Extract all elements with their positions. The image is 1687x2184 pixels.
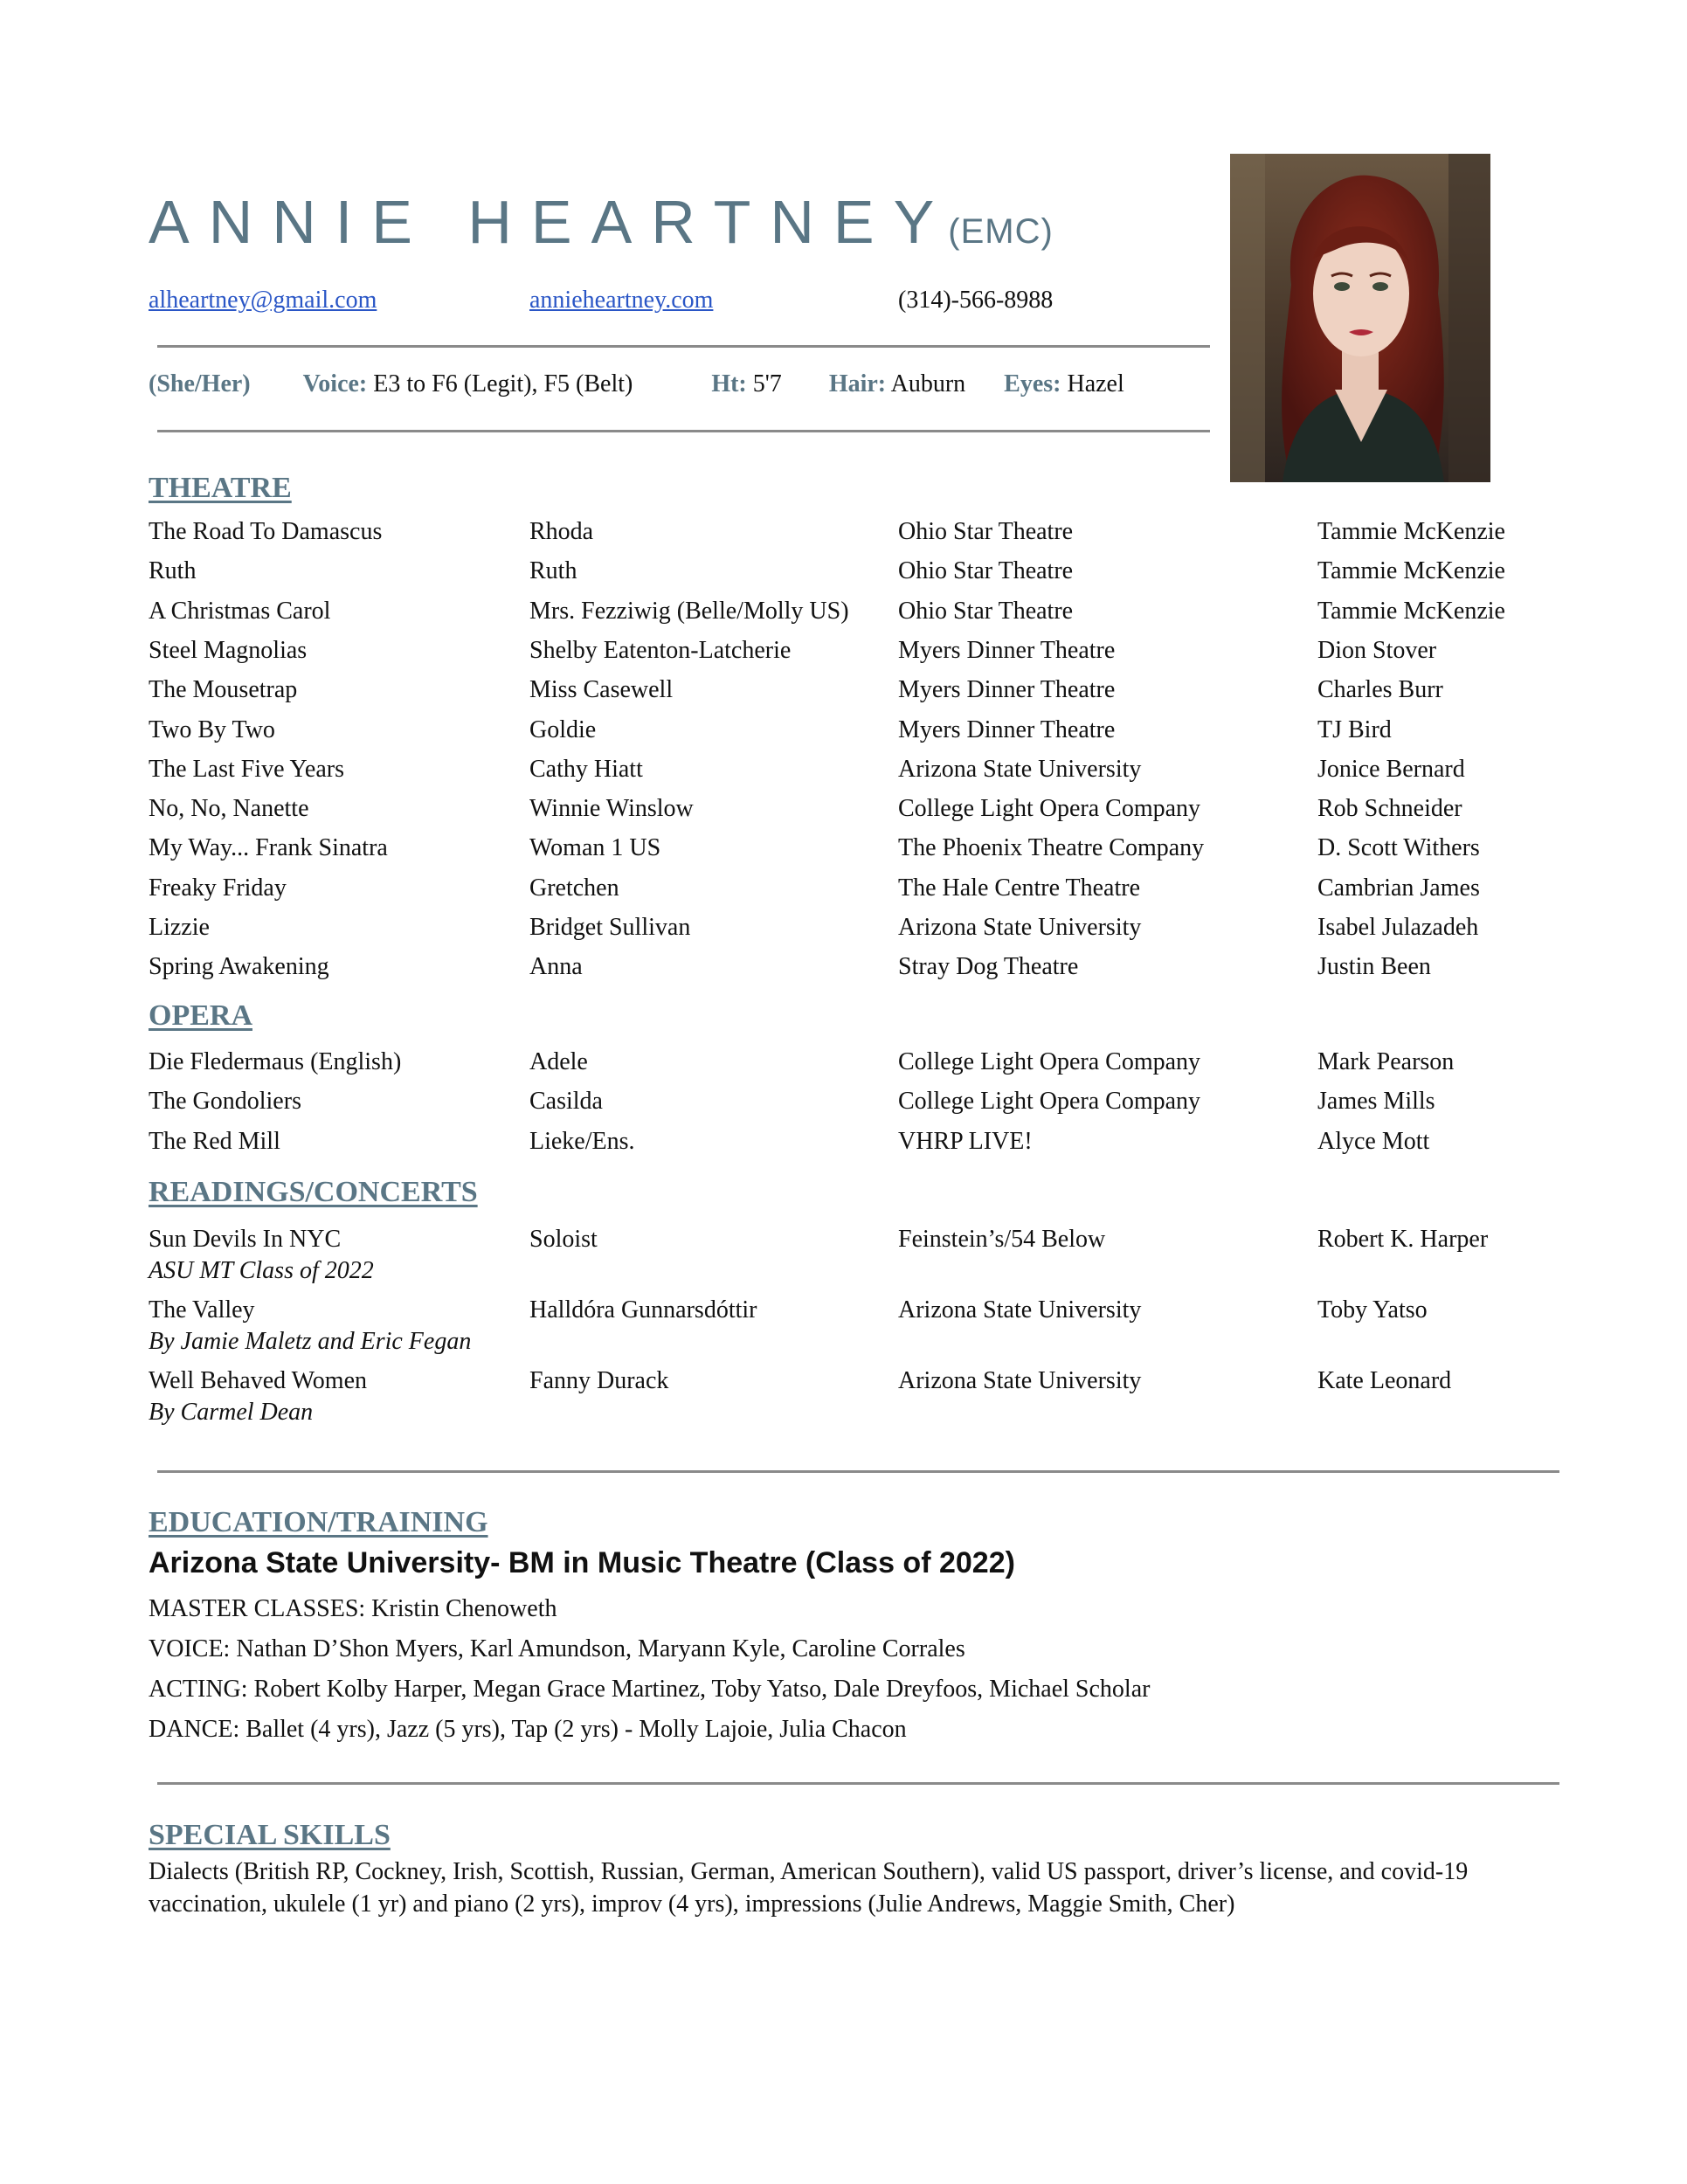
credit-title: A Christmas Carol (149, 597, 331, 625)
credit-role: Mrs. Fezziwig (Belle/Molly US) (529, 597, 849, 625)
credit-row (0, 676, 1687, 711)
credit-director: Charles Burr (1317, 676, 1443, 704)
credit-subtitle: By Jamie Maletz and Eric Fegan (149, 1328, 472, 1355)
credit-director: James Mills (1317, 1088, 1435, 1116)
credit-title: Spring Awakening (149, 953, 329, 981)
credit-director: TJ Bird (1317, 715, 1392, 743)
training-master-classes: MASTER CLASSES: Kristin Chenoweth (149, 1595, 557, 1622)
credit-row (0, 1296, 1687, 1365)
credit-subtitle: By Carmel Dean (149, 1399, 314, 1426)
section-divider-education (157, 1470, 1559, 1473)
email-link[interactable]: alheartney@gmail.com (149, 287, 377, 314)
section-divider-skills (157, 1782, 1559, 1785)
credit-role: Rhoda (529, 518, 594, 545)
credit-role: Bridget Sullivan (529, 914, 691, 941)
union-status: (EMC) (948, 212, 1054, 251)
credit-role: Lieke/Ens. (529, 1127, 635, 1155)
section-heading-education: EDUCATION/TRAINING (149, 1506, 488, 1538)
section-heading-theatre: THEATRE (149, 472, 292, 504)
training-dance: DANCE: Ballet (4 yrs), Jazz (5 yrs), Tap (2 yrs) - Molly Lajoie, Julia Chacon (149, 1716, 907, 1743)
credit-title: Two By Two (149, 715, 275, 743)
credit-role: Cathy Hiatt (529, 755, 643, 783)
credit-venue: Myers Dinner Theatre (898, 636, 1116, 664)
credit-title: The Valley (149, 1296, 255, 1324)
credit-title: The Last Five Years (149, 755, 344, 783)
credit-director: Robert K. Harper (1317, 1226, 1489, 1253)
special-skills-text: Dialects (British RP, Cockney, Irish, Scottish, Russian, German, American Southern), valid US passport, driver’s license, and covid-19 vaccination, ukulele (1 yr) and piano (2 yrs), improv (4 yrs), impressions (Julie Andrews, Maggie Smith, Cher) (149, 1858, 1469, 1918)
credit-role: Goldie (529, 715, 597, 743)
credit-director: Tammie McKenzie (1317, 597, 1505, 625)
credit-row (0, 557, 1687, 592)
credit-director: Rob Schneider (1317, 795, 1462, 823)
height-label: Ht: (711, 370, 747, 397)
credit-row (0, 1128, 1687, 1163)
credit-role: Ruth (529, 557, 577, 585)
credit-title: Well Behaved Women (149, 1367, 368, 1394)
credit-venue: Feinstein’s/54 Below (898, 1226, 1106, 1253)
credit-role: Soloist (529, 1226, 598, 1253)
hair-label: Hair: (828, 370, 887, 397)
credit-director: Tammie McKenzie (1317, 557, 1505, 585)
credit-venue: Arizona State University (898, 914, 1142, 941)
credit-venue: The Hale Centre Theatre (898, 874, 1141, 902)
voice-value: E3 to F6 (Legit), F5 (Belt) (373, 370, 633, 397)
eyes-label: Eyes: (1004, 370, 1061, 397)
credit-venue: Stray Dog Theatre (898, 953, 1079, 981)
credit-row (0, 598, 1687, 632)
credit-director: Isabel Julazadeh (1317, 914, 1479, 941)
credit-venue: College Light Opera Company (898, 1048, 1201, 1075)
credit-title: Sun Devils In NYC (149, 1226, 342, 1253)
credit-venue: College Light Opera Company (898, 1088, 1201, 1116)
credit-title: Lizzie (149, 914, 210, 941)
credit-director: Alyce Mott (1317, 1127, 1430, 1155)
credit-row (0, 716, 1687, 751)
section-heading-readings: READINGS/CONCERTS (149, 1176, 478, 1208)
credit-title: No, No, Nanette (149, 795, 309, 823)
credit-director: D. Scott Withers (1317, 834, 1480, 862)
training-voice: VOICE: Nathan D’Shon Myers, Karl Amundson, Maryann Kyle, Caroline Corrales (149, 1635, 965, 1662)
credit-director: Justin Been (1317, 953, 1431, 981)
credit-title: Die Fledermaus (English) (149, 1048, 402, 1075)
credit-venue: Ohio Star Theatre (898, 597, 1074, 625)
credit-row (0, 874, 1687, 909)
header-divider-top (157, 345, 1210, 348)
phone-number: (314)-566-8988 (898, 287, 1054, 314)
credit-row (0, 518, 1687, 553)
credit-director: Mark Pearson (1317, 1048, 1455, 1075)
credit-director: Cambrian James (1317, 874, 1480, 902)
website-link[interactable]: annieheartney.com (529, 287, 714, 314)
credit-row (0, 953, 1687, 988)
credit-venue: The Phoenix Theatre Company (898, 834, 1205, 862)
section-heading-skills: SPECIAL SKILLS (149, 1819, 391, 1851)
credit-row (0, 1048, 1687, 1083)
credit-venue: Arizona State University (898, 1296, 1142, 1324)
hair-value: Auburn (890, 370, 966, 397)
credit-director: Toby Yatso (1317, 1296, 1428, 1324)
credit-director: Jonice Bernard (1317, 755, 1465, 783)
credit-title: Ruth (149, 557, 197, 585)
credit-role: Gretchen (529, 874, 619, 902)
credit-row (0, 1226, 1687, 1294)
credit-role: Anna (529, 953, 583, 981)
pronouns: (She/Her) (149, 370, 251, 397)
credit-venue: Arizona State University (898, 1367, 1142, 1394)
degree-title: Arizona State University- BM in Music Theatre (Class of 2022) (149, 1546, 1015, 1579)
height-value: 5'7 (752, 370, 782, 397)
credit-venue: VHRP LIVE! (898, 1127, 1033, 1155)
credit-subtitle: ASU MT Class of 2022 (149, 1257, 374, 1284)
credit-venue: Myers Dinner Theatre (898, 715, 1116, 743)
credit-venue: Ohio Star Theatre (898, 518, 1074, 545)
eyes-value: Hazel (1067, 370, 1124, 397)
performer-name: ANNIE HEARTNEY (149, 188, 954, 256)
credit-row (0, 834, 1687, 869)
headshot-image (1230, 154, 1490, 482)
credit-row (0, 1088, 1687, 1123)
credit-role: Woman 1 US (529, 834, 661, 862)
credit-venue: Ohio Star Theatre (898, 557, 1074, 585)
credit-venue: Myers Dinner Theatre (898, 676, 1116, 704)
credit-title: The Gondoliers (149, 1088, 301, 1116)
credit-role: Adele (529, 1048, 588, 1075)
credit-role: Fanny Durack (529, 1367, 669, 1394)
credit-role: Shelby Eatenton-Latcherie (529, 636, 792, 664)
headshot-photo (1230, 154, 1490, 482)
credit-director: Tammie McKenzie (1317, 518, 1505, 545)
credit-title: My Way... Frank Sinatra (149, 834, 388, 862)
credit-title: The Road To Damascus (149, 518, 383, 545)
credit-director: Dion Stover (1317, 636, 1437, 664)
credit-row (0, 795, 1687, 830)
section-heading-opera: OPERA (149, 999, 252, 1032)
voice-label: Voice: (302, 370, 368, 397)
credit-venue: Arizona State University (898, 755, 1142, 783)
credit-role: Casilda (529, 1088, 603, 1116)
credit-title: The Red Mill (149, 1127, 280, 1155)
training-acting: ACTING: Robert Kolby Harper, Megan Grace Martinez, Toby Yatso, Dale Dreyfoos, Michael Scholar (149, 1676, 1151, 1703)
header-divider-bottom (157, 430, 1210, 432)
credit-title: The Mousetrap (149, 676, 298, 704)
credit-title: Freaky Friday (149, 874, 287, 902)
credit-title: Steel Magnolias (149, 636, 308, 664)
performer-stats (149, 370, 1124, 398)
credit-role: Miss Casewell (529, 676, 674, 704)
credit-row (0, 1367, 1687, 1435)
credit-role: Winnie Winslow (529, 795, 694, 823)
credit-director: Kate Leonard (1317, 1367, 1452, 1394)
credit-role: Halldóra Gunnarsdóttir (529, 1296, 757, 1324)
credit-row (0, 756, 1687, 791)
resume-name-line (149, 187, 1054, 257)
credit-venue: College Light Opera Company (898, 795, 1201, 823)
credit-row (0, 637, 1687, 672)
credit-row (0, 914, 1687, 949)
